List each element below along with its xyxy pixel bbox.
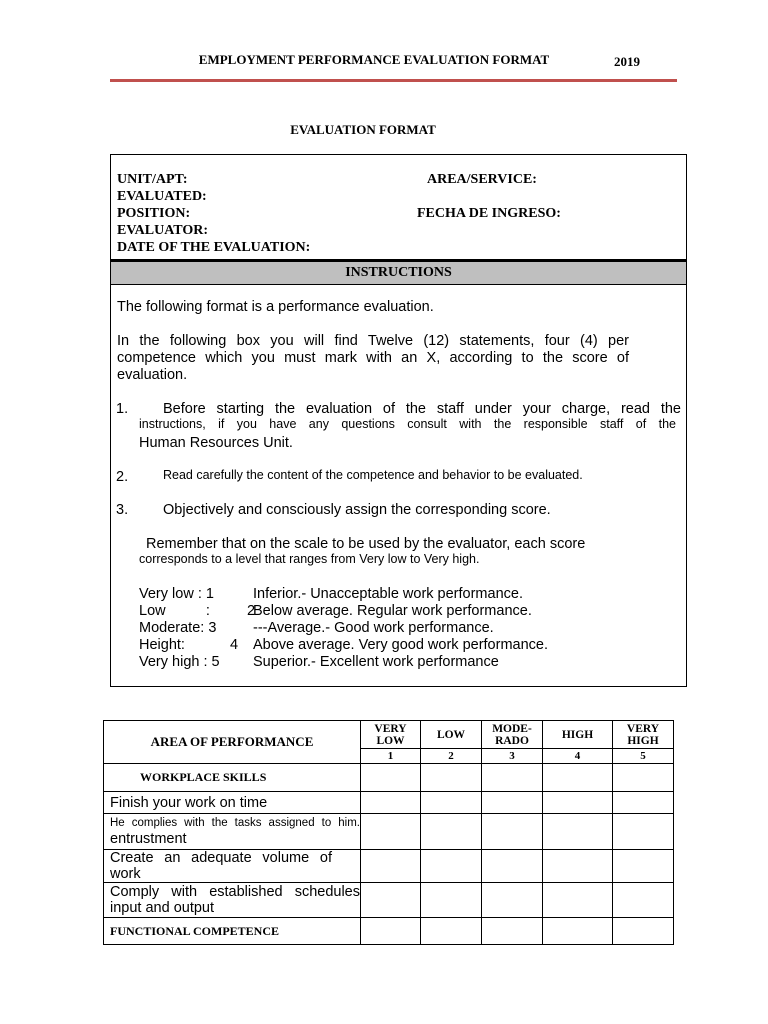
date-evaluation-label: DATE OF THE EVALUATION: bbox=[117, 240, 311, 255]
remember-line-2: corresponds to a level that ranges from Very low to Very high. bbox=[139, 552, 480, 566]
table-row bbox=[104, 883, 674, 918]
section-row-workplace-skills bbox=[104, 764, 674, 792]
table-row bbox=[104, 850, 674, 883]
score-cell[interactable] bbox=[421, 918, 482, 945]
scale-description: Above average. Very good work performance. bbox=[253, 637, 548, 653]
scale-row bbox=[139, 654, 220, 670]
scale-row bbox=[139, 603, 210, 619]
score-cell[interactable] bbox=[482, 792, 543, 814]
step-1-line-1: Before starting the evaluation of the staff under your charge, read the bbox=[163, 401, 681, 417]
score-header-high: HIGH bbox=[543, 721, 613, 749]
step-1-number: 1. bbox=[116, 401, 129, 417]
evaluation-info-box bbox=[110, 154, 687, 687]
score-cell[interactable] bbox=[482, 814, 543, 850]
scale-number: 2 bbox=[247, 603, 256, 619]
score-header-very-low: VERY LOW bbox=[361, 721, 421, 749]
step-1-line-3: Human Resources Unit. bbox=[139, 435, 293, 451]
step-3-number: 3. bbox=[116, 502, 129, 518]
score-cell[interactable] bbox=[421, 764, 482, 792]
scale-row bbox=[139, 620, 216, 636]
score-cell[interactable] bbox=[543, 918, 613, 945]
score-cell[interactable] bbox=[421, 792, 482, 814]
scale-label: Height: bbox=[139, 637, 185, 653]
score-number-2: 2 bbox=[421, 749, 482, 764]
score-header-moderado: MODE- RADO bbox=[482, 721, 543, 749]
score-cell[interactable] bbox=[421, 814, 482, 850]
item-established-schedules: Comply with established schedules input and output bbox=[104, 883, 361, 918]
score-cell[interactable] bbox=[361, 883, 421, 918]
instructions-intro: The following format is a performance evaluation. bbox=[117, 299, 434, 315]
area-of-performance-header: AREA OF PERFORMANCE bbox=[104, 721, 361, 764]
document-title: EMPLOYMENT PERFORMANCE EVALUATION FORMAT bbox=[198, 52, 550, 67]
form-subtitle: EVALUATION FORMAT bbox=[290, 122, 436, 137]
score-cell[interactable] bbox=[613, 764, 674, 792]
evaluated-label: EVALUATED: bbox=[117, 189, 207, 204]
step-2-number: 2. bbox=[116, 469, 129, 485]
item-complies-with-tasks: He complies with the tasks assigned to him. entrustment bbox=[104, 814, 361, 850]
score-cell[interactable] bbox=[613, 850, 674, 883]
score-cell[interactable] bbox=[482, 764, 543, 792]
score-number-1: 1 bbox=[361, 749, 421, 764]
score-cell[interactable] bbox=[543, 814, 613, 850]
score-cell[interactable] bbox=[421, 883, 482, 918]
scale-description: ---Average.- Good work performance. bbox=[253, 620, 494, 636]
scale-description: Inferior.- Unacceptable work performance. bbox=[253, 586, 523, 602]
score-cell[interactable] bbox=[361, 850, 421, 883]
score-cell[interactable] bbox=[543, 850, 613, 883]
score-cell[interactable] bbox=[361, 814, 421, 850]
score-number-5: 5 bbox=[613, 749, 674, 764]
score-cell[interactable] bbox=[421, 850, 482, 883]
section-row-functional-competence bbox=[104, 918, 674, 945]
score-header-very-high: VERY HIGH bbox=[613, 721, 674, 749]
score-cell[interactable] bbox=[613, 883, 674, 918]
table-row bbox=[104, 792, 674, 814]
scale-description: Below average. Regular work performance. bbox=[253, 603, 532, 619]
document-year: 2019 bbox=[614, 54, 640, 69]
scale-row bbox=[139, 637, 185, 653]
step-3-text: Objectively and consciously assign the corresponding score. bbox=[163, 502, 551, 518]
performance-table bbox=[103, 720, 674, 945]
step-1-line-2: instructions, if you have any questions consult with the responsible staff of the bbox=[139, 417, 676, 431]
area-service-label: AREA/SERVICE: bbox=[427, 172, 537, 187]
position-label: POSITION: bbox=[117, 206, 191, 221]
instructions-heading: INSTRUCTIONS bbox=[111, 259, 686, 285]
score-cell[interactable] bbox=[482, 850, 543, 883]
score-cell[interactable] bbox=[613, 814, 674, 850]
score-cell[interactable] bbox=[361, 764, 421, 792]
score-cell[interactable] bbox=[543, 764, 613, 792]
scale-row bbox=[139, 586, 214, 602]
section-functional-competence: FUNCTIONAL COMPETENCE bbox=[104, 918, 361, 945]
score-cell[interactable] bbox=[361, 792, 421, 814]
score-cell[interactable] bbox=[613, 792, 674, 814]
remember-line-1: Remember that on the scale to be used by the evaluator, each score bbox=[146, 536, 586, 552]
fecha-ingreso-label: FECHA DE INGRESO: bbox=[417, 206, 561, 221]
score-number-3: 3 bbox=[482, 749, 543, 764]
item-adequate-volume: Create an adequate volume of work bbox=[104, 850, 361, 883]
score-header-low: LOW bbox=[421, 721, 482, 749]
step-2-text: Read carefully the content of the competence and behavior to be evaluated. bbox=[163, 468, 583, 482]
table-header-row bbox=[104, 721, 674, 749]
evaluator-label: EVALUATOR: bbox=[117, 223, 209, 238]
header-rule bbox=[110, 79, 677, 82]
score-number-4: 4 bbox=[543, 749, 613, 764]
scale-label: Very high : 5 bbox=[139, 654, 220, 670]
scale-label: Low : bbox=[139, 603, 210, 619]
score-cell[interactable] bbox=[613, 918, 674, 945]
score-cell[interactable] bbox=[482, 883, 543, 918]
score-cell[interactable] bbox=[361, 918, 421, 945]
scale-label: Moderate: 3 bbox=[139, 620, 217, 636]
item-finish-work-on-time: Finish your work on time bbox=[104, 792, 361, 814]
score-cell[interactable] bbox=[482, 918, 543, 945]
scale-description: Superior.- Excellent work performance bbox=[253, 654, 499, 670]
section-workplace-skills: WORKPLACE SKILLS bbox=[104, 764, 361, 792]
instructions-paragraph: In the following box you will find Twelve (12) statements, four (4) per competence which you must mark with an X, according to the score of evaluation. bbox=[117, 333, 629, 383]
scale-label: Very low : 1 bbox=[139, 586, 214, 602]
score-cell[interactable] bbox=[543, 792, 613, 814]
scale-number: 4 bbox=[230, 637, 239, 653]
score-cell[interactable] bbox=[543, 883, 613, 918]
table-row bbox=[104, 814, 674, 850]
unit-apt-label: UNIT/APT: bbox=[117, 172, 188, 187]
